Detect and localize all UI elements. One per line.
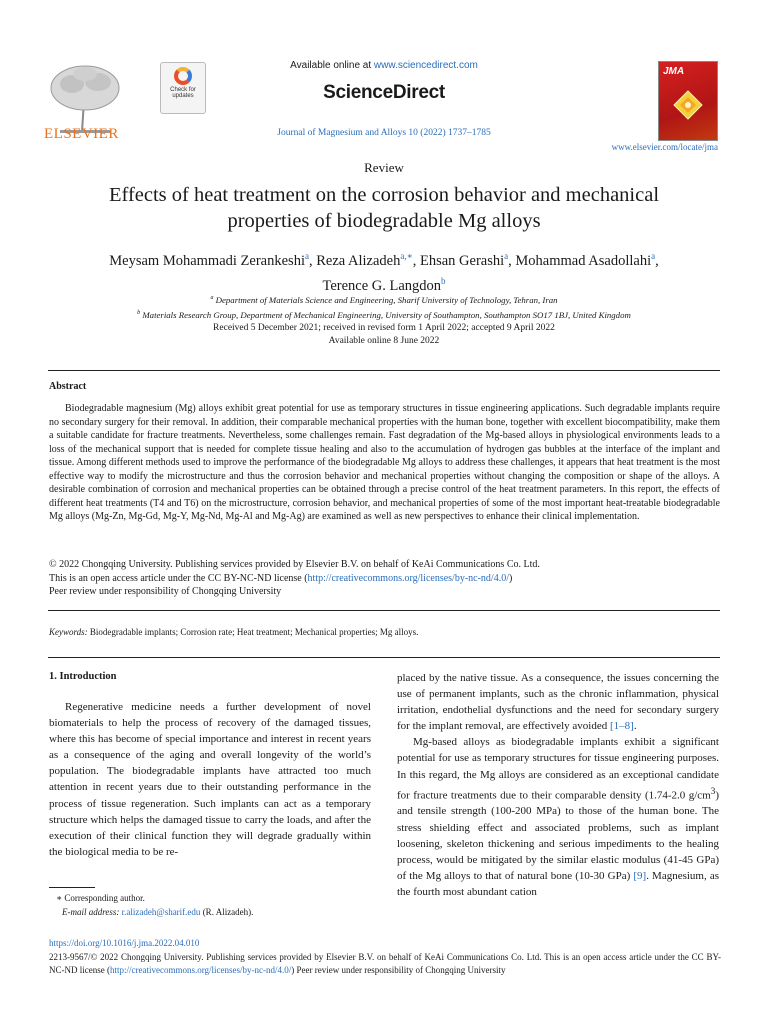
email-link[interactable]: r.alizadeh@sharif.edu [121,906,201,917]
footer-text: ) Peer review under responsibility of Chongqing University [291,965,506,975]
divider [48,657,720,658]
affiliation-mark: a [210,295,214,301]
corresponding-author-note [56,892,253,906]
paragraph-text: . Magnesium, as the fourth most abundant cation [397,869,719,898]
sciencedirect-wordmark: ScienceDirect [323,82,445,103]
keywords [49,627,418,637]
footnote-divider [49,887,95,888]
journal-homepage-link[interactable]: www.elsevier.com/locate/jma [611,142,718,152]
paper-title-line2: properties of biodegradable Mg alloys [227,210,541,232]
footer-text: 2213-9567/© 2022 Chongqing University. Publishing services provided by Elsevier B.V. on behalf of KeAi Communications Co. Ltd. This is an open access article under the CC BY-NC-ND license ( [49,952,721,975]
abstract-text: Biodegradable magnesium (Mg) alloys exhibit great potential for use as temporary structures in tissue engineering applications. Such degradable implants require no secondary surgery for their removal. In addition, their comparable mechanical properties with the human bone, together with excellent biocompatibility, make them a suitable candidate for fracture treatments. Nevertheless, some challenges remain. Fast degradation of the Mg-based alloys in physiological environments leads to a loss of the mechanical support that is needed for complete tissue healing and also to the accumulation of hydrogen gas bubbles at the interface of the implant and tissue. Among different methods used to improve the performance of the biodegradable Mg alloys to address these challenges, it appears that heat treatment is the most effective way to modify the microstructure and thus the corrosion behavior and mechanical properties without changing the composition or shape of the alloys. A desirable combination of corrosion and mechanical properties can be obtained through a precise control of the heat treatment parameters. In this report, the effects of different heat treatments (T4 and T6) on the microstructure, corrosion behavior, and mechanical properties of some of the most important heat-treatable biodegradable Mg alloys (Mg-Zn, Mg-Gd, Mg-Y, Mg-Nd, Mg-Al and Mg-Ag) are examined as well as new perspectives to enhance their clinical implementation. [49,403,720,522]
email-suffix: (R. Alizadeh). [200,906,254,917]
intro-paragraph [397,734,719,900]
paragraph-text: . [633,720,637,733]
paper-title-line1: Effects of heat treatment on the corrosion behavior and mechanical [108,184,660,206]
author-name[interactable]: Ehsan Gerashi [419,252,505,269]
superscript: 3 [710,785,716,796]
email-note [56,906,253,920]
footnotes [56,892,253,919]
doi-link[interactable]: https://doi.org/10.1016/j.jma.2022.04.010 [49,938,200,948]
intro-paragraph: Regenerative medicine needs a further development of novel biomaterials to help the process of recovery of the damaged tissues, where this has become of special importance and interest in recent years as a consequence of the aging and overall longevity of the world’s population. The biodegradable implants have attracted too much attention in recent years due to their outstanding performance in the process of tissue regeneration. Such implants can act as a temporary structure which helps the damaged tissue to carry the loads, and after the execution of their clinical function they will degrade gradually within the biological media to be re- [49,701,371,858]
peer-review-line: Peer review under responsibility of Chongqing University [49,586,282,597]
author-list: Meysam Mohammadi Zerankeshi$^a$, Reza Alizadeh$^{a,∗}$, Ehsan Gerashi$^a$, Mohammad Asadollahi$^a$, Terence G. Langdon$^b$ [109,251,659,294]
paragraph-text: Mg-based alloys as biodegradable implants exhibit a significant potential for use as temporary structures for tissue engineering purposes. In this regard, the Mg alloys are considered as an exceptional candidate for fracture treatments due to their comparable density (1.74-2.0 g/cm [397,736,719,802]
license-prefix: This is an open access article under the CC BY-NC-ND license ( [49,572,308,584]
sciencedirect-link[interactable]: www.sciencedirect.com [373,60,478,71]
article-type: Review [364,160,404,175]
paper-title [60,182,708,234]
intro-paragraph-continued [397,670,719,734]
paragraph-text: ) and tensile strength (100-200 MPa) to those of the human bone. The stress shielding effect and associated problems, such as implant loosening, skeleton thickening and serious impediments to the healing process, would be mitigated by the similar elastic modulus (41-45 GPa) of the Mg alloys to that of natural bone (10-30 GPa) [397,789,719,882]
author-affil-mark[interactable]: b [441,275,446,286]
divider [48,610,720,611]
affiliation-text: Materials Research Group, Department of Mechanical Engineering, University of Southampton, Southampton SO17 1BJ, United Kingdom [142,309,631,320]
citation-link[interactable]: [9] [633,869,647,882]
license-suffix: ) [508,572,513,584]
keywords-list: Biodegradable implants; Corrosion rate; Heat treatment; Mechanical properties; Mg alloys. [87,627,419,637]
journal-citation[interactable]: Journal of Magnesium and Alloys 10 (2022) 1737–1785 [277,128,491,138]
affiliation-text: Department of Materials Science and Engineering, Sharif University of Technology, Tehran, Iran [215,294,558,305]
received-dates: Received 5 December 2021; received in revised form 1 April 2022; accepted 9 April 2022 [213,323,555,333]
affiliation-item [40,307,728,322]
citation-link[interactable]: [1–8] [610,720,634,733]
affiliation-mark: b [137,309,141,316]
check-updates-line1: Check for [170,87,196,93]
available-online-date: Available online 8 June 2022 [328,335,440,346]
article-history [40,322,728,347]
affiliations [40,292,728,322]
footnote-mark: ∗ [56,893,63,903]
left-column [49,699,371,860]
author-affil-mark[interactable]: a [304,251,309,261]
available-online-prefix: Available online at [290,60,374,71]
elsevier-wordmark: ELSEVIER [44,126,119,142]
author-affil-mark[interactable]: a [504,251,509,261]
available-online-line [0,60,768,71]
journal-cover-image[interactable] [658,61,718,141]
footnote-text: Corresponding author. [62,893,145,903]
section-heading-introduction: 1. Introduction [49,671,117,682]
author-name[interactable]: Reza Alizadeh [316,252,401,269]
author-name[interactable]: Mohammad Asadollahi [515,252,652,269]
abstract-heading: Abstract [49,381,87,392]
author-affil-mark[interactable]: a [651,251,656,261]
divider [48,370,720,371]
author-name[interactable]: Meysam Mohammadi Zerankeshi [109,252,305,269]
copyright-block [49,558,720,599]
footer-license-link[interactable]: http://creativecommons.org/licenses/by-nc-nd/4.0/ [109,965,292,975]
email-label: E-mail address: [62,906,120,917]
footer-license [49,951,721,977]
license-line [49,572,720,586]
keywords-label: Keywords: [49,627,88,637]
author-name[interactable]: Terence G. Langdon [322,277,442,294]
copyright-line: © 2022 Chongqing University. Publishing services provided by Elsevier B.V. on behalf of KeAi Communications Co. Ltd. [49,559,540,570]
cover-title: JMA [663,66,685,77]
check-updates-line2: updates [172,93,194,99]
affiliation-item [40,292,728,307]
right-column [397,670,719,900]
author-affil-mark[interactable]: a,∗ [400,251,413,261]
license-link[interactable]: http://creativecommons.org/licenses/by-nc-nd/4.0/ [307,572,509,584]
paragraph-text: placed by the native tissue. As a consequence, the issues concerning the use of permanent implants, such as the chronic inflammation, physical irritation, endothelial dysfunctions and the need for secondary surgery for the implant removal, are effectively avoided [397,672,719,733]
cover-crystal-icon [673,90,703,120]
